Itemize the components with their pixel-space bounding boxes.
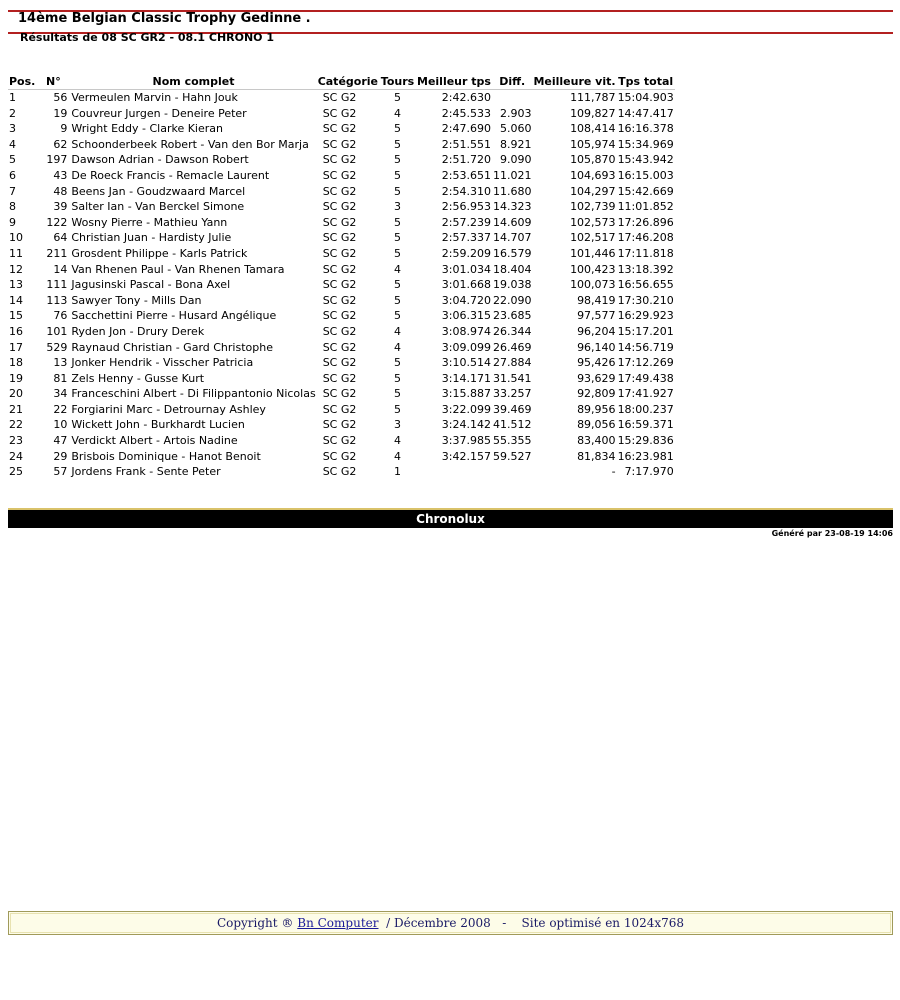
footer-copyright: Copyright ®	[216, 916, 294, 930]
cell-best: 3:15.887	[441, 387, 491, 401]
cell-total: 16:23.981	[617, 449, 674, 463]
chronolux-banner: Chronolux	[8, 508, 893, 528]
cell-total: 11:01.852	[617, 200, 674, 214]
cell-total: 16:16.378	[617, 122, 674, 136]
cell-vit: 89,056	[577, 418, 616, 432]
cell-pos: 20	[9, 387, 23, 401]
cell-tours: 5	[394, 246, 401, 260]
cell-num: 122	[46, 215, 68, 229]
cell-cat: SC G2	[322, 184, 357, 198]
results-body	[8, 90, 675, 480]
table-row	[8, 246, 675, 262]
cell-total: 17:12.269	[617, 356, 674, 370]
cell-vit: 100,073	[570, 278, 616, 292]
table-row	[8, 355, 675, 371]
cell-tours: 5	[394, 278, 401, 292]
cell-tours: 4	[394, 106, 401, 120]
cell-diff: 9.090	[499, 153, 532, 167]
cell-vit: 105,974	[570, 137, 616, 151]
cell-diff: 11.680	[492, 184, 532, 198]
cell-vit: 109,827	[570, 106, 616, 120]
cell-cat: SC G2	[322, 402, 357, 416]
cell-name: Schoonderbeek Robert - Van den Bor Marja	[71, 137, 309, 151]
cell-vit: 108,414	[570, 122, 616, 136]
cell-name: Franceschini Albert - Di Filippantonio Nicolas	[71, 387, 316, 401]
cell-total: 17:11.818	[617, 246, 674, 260]
cell-diff	[492, 90, 533, 106]
cell-tours: 3	[394, 200, 401, 214]
cell-vit: 97,577	[577, 309, 616, 323]
cell-num: 39	[53, 200, 68, 214]
cell-cat: SC G2	[322, 465, 357, 479]
cell-total: 7:17.970	[624, 465, 674, 479]
cell-total: 14:47.417	[617, 106, 674, 120]
table-row	[8, 293, 675, 309]
cell-best: 2:45.533	[441, 106, 491, 120]
cell-name: Beens Jan - Goudzwaard Marcel	[71, 184, 246, 198]
cell-num: 29	[53, 449, 68, 463]
cell-pos: 3	[9, 122, 16, 136]
cell-vit: 104,693	[570, 168, 616, 182]
table-row	[8, 137, 675, 153]
cell-vit: 83,400	[577, 434, 616, 448]
cell-best: 2:59.209	[441, 246, 491, 260]
table-row	[8, 433, 675, 449]
cell-pos: 11	[9, 246, 23, 260]
cell-tours: 5	[394, 356, 401, 370]
cell-cat: SC G2	[322, 246, 357, 260]
table-row	[8, 199, 675, 215]
cell-tours: 5	[394, 371, 401, 385]
cell-name: Raynaud Christian - Gard Christophe	[71, 340, 273, 354]
cell-total: 17:46.208	[617, 231, 674, 245]
cell-tours: 5	[394, 387, 401, 401]
cell-num: 19	[53, 106, 68, 120]
cell-name: Dawson Adrian - Dawson Robert	[71, 153, 249, 167]
cell-pos: 4	[9, 137, 16, 151]
cell-best: 2:53.651	[441, 168, 491, 182]
col-header-pos: Pos.	[9, 75, 36, 88]
cell-name: Jonker Hendrik - Visscher Patricia	[71, 356, 254, 370]
cell-name: Wosny Pierre - Mathieu Yann	[71, 215, 228, 229]
cell-vit: 96,140	[577, 340, 616, 354]
cell-num: 57	[53, 465, 68, 479]
cell-best: 3:01.668	[441, 278, 491, 292]
cell-diff: 14.323	[492, 200, 532, 214]
cell-tours: 5	[394, 137, 401, 151]
table-row	[8, 417, 675, 433]
cell-pos: 9	[9, 215, 16, 229]
cell-total: 15:42.669	[617, 184, 674, 198]
cell-num: 113	[46, 293, 68, 307]
cell-vit: 98,419	[577, 293, 616, 307]
cell-num: 81	[53, 371, 68, 385]
cell-tours: 4	[394, 340, 401, 354]
page-subtitle: Résultats de 08 SC GR2 - 08.1 CHRONO 1	[20, 31, 275, 44]
cell-name: Christian Juan - Hardisty Julie	[71, 231, 232, 245]
table-row	[8, 230, 675, 246]
cell-total: 16:15.003	[617, 168, 674, 182]
cell-diff: 55.355	[492, 434, 532, 448]
cell-pos: 14	[9, 293, 23, 307]
cell-total: 16:29.923	[617, 309, 674, 323]
cell-name: Brisbois Dominique - Hanot Benoit	[71, 449, 261, 463]
table-row	[8, 215, 675, 231]
cell-tours: 5	[394, 122, 401, 136]
cell-total: 15:29.836	[617, 434, 674, 448]
cell-best: 2:47.690	[441, 122, 491, 136]
cell-tours: 4	[394, 449, 401, 463]
cell-name: Sawyer Tony - Mills Dan	[71, 293, 202, 307]
cell-name: Salter Ian - Van Berckel Simone	[71, 200, 245, 214]
cell-name: Couvreur Jurgen - Deneire Peter	[71, 106, 247, 120]
cell-vit: 100,423	[570, 262, 616, 276]
cell-diff: 16.579	[492, 246, 532, 260]
cell-best: 2:56.953	[441, 200, 491, 214]
cell-diff: 26.344	[492, 324, 532, 338]
cell-cat: SC G2	[322, 309, 357, 323]
cell-pos: 23	[9, 434, 23, 448]
cell-tours: 5	[394, 184, 401, 198]
cell-tours: 5	[394, 402, 401, 416]
table-header-row	[8, 74, 675, 90]
cell-pos: 5	[9, 153, 16, 167]
cell-name: Forgiarini Marc - Detrournay Ashley	[71, 402, 266, 416]
table-row	[8, 449, 675, 465]
cell-cat: SC G2	[322, 387, 357, 401]
cell-tours: 4	[394, 434, 401, 448]
cell-cat: SC G2	[322, 293, 357, 307]
cell-num: 529	[46, 340, 68, 354]
cell-pos: 15	[9, 309, 23, 323]
col-header-tours: Tours	[380, 75, 415, 88]
cell-pos: 10	[9, 231, 23, 245]
cell-pos: 12	[9, 262, 23, 276]
table-row	[8, 152, 675, 168]
table-row	[8, 386, 675, 402]
cell-total: 15:04.903	[617, 91, 674, 104]
cell-total: 15:17.201	[617, 324, 674, 338]
table-row	[8, 184, 675, 200]
cell-total: 16:59.371	[617, 418, 674, 432]
cell-tours: 5	[394, 293, 401, 307]
cell-name: Vermeulen Marvin - Hahn Jouk	[71, 91, 238, 104]
cell-pos: 6	[9, 168, 16, 182]
cell-num: 76	[53, 309, 68, 323]
cell-tours: 5	[394, 153, 401, 167]
cell-num: 13	[53, 356, 68, 370]
col-header-num: N°	[36, 74, 70, 90]
cell-pos: 18	[9, 356, 23, 370]
cell-pos: 17	[9, 340, 23, 354]
table-row	[8, 371, 675, 387]
table-row	[8, 464, 675, 480]
footer-link-bn-computer[interactable]: Bn Computer	[297, 916, 379, 930]
cell-diff: 11.021	[492, 168, 532, 182]
cell-num: 10	[53, 418, 68, 432]
cell-tours: 1	[394, 465, 401, 479]
page-title: 14ème Belgian Classic Trophy Gedinne .	[18, 11, 311, 26]
cell-name: Jordens Frank - Sente Peter	[71, 465, 221, 479]
cell-best: 3:22.099	[441, 402, 491, 416]
table-row	[8, 308, 675, 324]
cell-best: 2:51.551	[441, 137, 491, 151]
cell-diff: 2.903	[499, 106, 532, 120]
cell-best: 3:06.315	[441, 309, 491, 323]
cell-pos: 25	[9, 465, 23, 479]
cell-diff: 22.090	[492, 293, 532, 307]
cell-best: 2:57.337	[441, 231, 491, 245]
cell-name: Ryden Jon - Drury Derek	[71, 324, 205, 338]
cell-num: 22	[53, 402, 68, 416]
cell-name: Wright Eddy - Clarke Kieran	[71, 122, 223, 136]
cell-diff: 14.609	[492, 215, 532, 229]
cell-best: 3:01.034	[441, 262, 491, 276]
cell-tours: 5	[394, 168, 401, 182]
cell-best: 2:51.720	[441, 153, 491, 167]
cell-num: 62	[53, 137, 68, 151]
cell-vit: 102,739	[570, 200, 616, 214]
table-row	[8, 168, 675, 184]
cell-tours: 5	[394, 231, 401, 245]
cell-diff: 19.038	[492, 278, 532, 292]
cell-tours: 3	[394, 418, 401, 432]
cell-name: Jagusinski Pascal - Bona Axel	[71, 278, 231, 292]
cell-name: Sacchettini Pierre - Husard Angélique	[71, 309, 277, 323]
cell-cat: SC G2	[322, 153, 357, 167]
cell-cat: SC G2	[322, 200, 357, 214]
cell-tours: 4	[394, 262, 401, 276]
cell-cat: SC G2	[322, 418, 357, 432]
table-row	[8, 340, 675, 356]
cell-num: 64	[53, 231, 68, 245]
cell-cat: SC G2	[322, 91, 357, 104]
cell-vit: -	[611, 465, 616, 479]
cell-vit: 96,204	[577, 324, 616, 338]
cell-diff: 5.060	[499, 122, 532, 136]
cell-pos: 7	[9, 184, 16, 198]
cell-num: 101	[46, 324, 68, 338]
cell-num: 47	[53, 434, 68, 448]
cell-vit: 93,629	[577, 371, 616, 385]
cell-diff: 18.404	[492, 262, 532, 276]
cell-total: 15:43.942	[617, 153, 674, 167]
cell-best: 2:54.310	[441, 184, 491, 198]
cell-vit: 95,426	[577, 356, 616, 370]
cell-num: 197	[46, 153, 68, 167]
cell-best: 3:37.985	[441, 434, 491, 448]
cell-best: 3:24.142	[441, 418, 491, 432]
cell-tours: 5	[394, 91, 401, 104]
table-row	[8, 121, 675, 137]
cell-num: 56	[53, 91, 68, 104]
cell-num: 211	[46, 246, 68, 260]
cell-cat: SC G2	[322, 215, 357, 229]
cell-name: Verdickt Albert - Artois Nadine	[71, 434, 238, 448]
cell-best: 2:42.630	[441, 91, 491, 104]
cell-diff: 33.257	[492, 387, 532, 401]
cell-pos: 24	[9, 449, 23, 463]
cell-total: 18:00.237	[617, 402, 674, 416]
cell-total: 15:34.969	[617, 137, 674, 151]
cell-num: 9	[60, 122, 68, 136]
cell-cat: SC G2	[322, 356, 357, 370]
table-row	[8, 324, 675, 340]
cell-cat: SC G2	[322, 106, 357, 120]
cell-best: 3:09.099	[441, 340, 491, 354]
cell-diff: 41.512	[492, 418, 532, 432]
col-header-best: Meilleur tps	[417, 75, 491, 88]
cell-cat: SC G2	[322, 262, 357, 276]
cell-cat: SC G2	[322, 278, 357, 292]
col-header-diff: Diff.	[492, 74, 533, 90]
cell-num: 34	[53, 387, 68, 401]
cell-name: De Roeck Francis - Remacle Laurent	[71, 168, 270, 182]
results-table	[8, 74, 675, 480]
cell-diff	[492, 464, 533, 480]
cell-vit: 111,787	[570, 91, 616, 104]
cell-vit: 92,809	[577, 387, 616, 401]
cell-best: 3:42.157	[441, 449, 491, 463]
col-header-name: Nom complet	[70, 74, 316, 90]
cell-diff: 39.469	[492, 402, 532, 416]
col-header-total: Tps total	[618, 75, 674, 88]
col-header-vit: Meilleure vit.	[533, 75, 616, 88]
cell-best: 2:57.239	[441, 215, 491, 229]
cell-name: Van Rhenen Paul - Van Rhenen Tamara	[71, 262, 285, 276]
cell-vit: 89,956	[577, 402, 616, 416]
cell-diff: 31.541	[492, 371, 532, 385]
cell-vit: 104,297	[570, 184, 616, 198]
cell-pos: 21	[9, 402, 23, 416]
cell-tours: 5	[394, 309, 401, 323]
cell-diff: 23.685	[492, 309, 532, 323]
cell-cat: SC G2	[322, 340, 357, 354]
col-header-cat: Catégorie	[317, 75, 378, 88]
cell-pos: 2	[9, 106, 16, 120]
cell-cat: SC G2	[322, 231, 357, 245]
cell-total: 17:49.438	[617, 371, 674, 385]
footer-bar	[8, 911, 893, 935]
table-row	[8, 106, 675, 122]
cell-cat: SC G2	[322, 434, 357, 448]
cell-cat: SC G2	[322, 371, 357, 385]
cell-cat: SC G2	[322, 168, 357, 182]
cell-diff: 27.884	[492, 356, 532, 370]
cell-name: Wickett John - Burkhardt Lucien	[71, 418, 245, 432]
footer-inner-border	[10, 913, 891, 933]
cell-name: Zels Henny - Gusse Kurt	[71, 371, 205, 385]
cell-pos: 16	[9, 324, 23, 338]
cell-tours: 5	[394, 215, 401, 229]
cell-total: 13:18.392	[617, 262, 674, 276]
cell-pos: 19	[9, 371, 23, 385]
cell-vit: 105,870	[570, 153, 616, 167]
table-row	[8, 277, 675, 293]
table-row	[8, 262, 675, 278]
cell-pos: 8	[9, 200, 16, 214]
cell-vit: 102,517	[570, 231, 616, 245]
cell-diff: 26.469	[492, 340, 532, 354]
cell-num: 48	[53, 184, 68, 198]
cell-vit: 102,573	[570, 215, 616, 229]
cell-best: 3:04.720	[441, 293, 491, 307]
cell-best	[416, 464, 492, 480]
cell-tours: 4	[394, 324, 401, 338]
footer-rest: / Décembre 2008 - Site optimisé en 1024x768	[382, 916, 685, 930]
cell-pos: 13	[9, 278, 23, 292]
cell-cat: SC G2	[322, 449, 357, 463]
cell-cat: SC G2	[322, 137, 357, 151]
cell-best: 3:10.514	[441, 356, 491, 370]
cell-total: 17:41.927	[617, 387, 674, 401]
cell-best: 3:08.974	[441, 324, 491, 338]
cell-num: 111	[46, 278, 68, 292]
cell-best: 3:14.171	[441, 371, 491, 385]
cell-cat: SC G2	[322, 324, 357, 338]
cell-total: 14:56.719	[617, 340, 674, 354]
cell-pos: 22	[9, 418, 23, 432]
cell-diff: 14.707	[492, 231, 532, 245]
cell-pos: 1	[9, 91, 16, 104]
table-row	[8, 90, 675, 106]
generated-note: Généré par 23-08-19 14:06	[771, 529, 893, 538]
cell-diff: 8.921	[499, 137, 532, 151]
table-row	[8, 402, 675, 418]
cell-num: 14	[53, 262, 68, 276]
cell-num: 43	[53, 168, 68, 182]
cell-total: 17:30.210	[617, 293, 674, 307]
cell-total: 17:26.896	[617, 215, 674, 229]
cell-total: 16:56.655	[617, 278, 674, 292]
cell-name: Grosdent Philippe - Karls Patrick	[71, 246, 248, 260]
cell-cat: SC G2	[322, 122, 357, 136]
cell-vit: 81,834	[577, 449, 616, 463]
cell-vit: 101,446	[570, 246, 616, 260]
cell-diff: 59.527	[492, 449, 532, 463]
